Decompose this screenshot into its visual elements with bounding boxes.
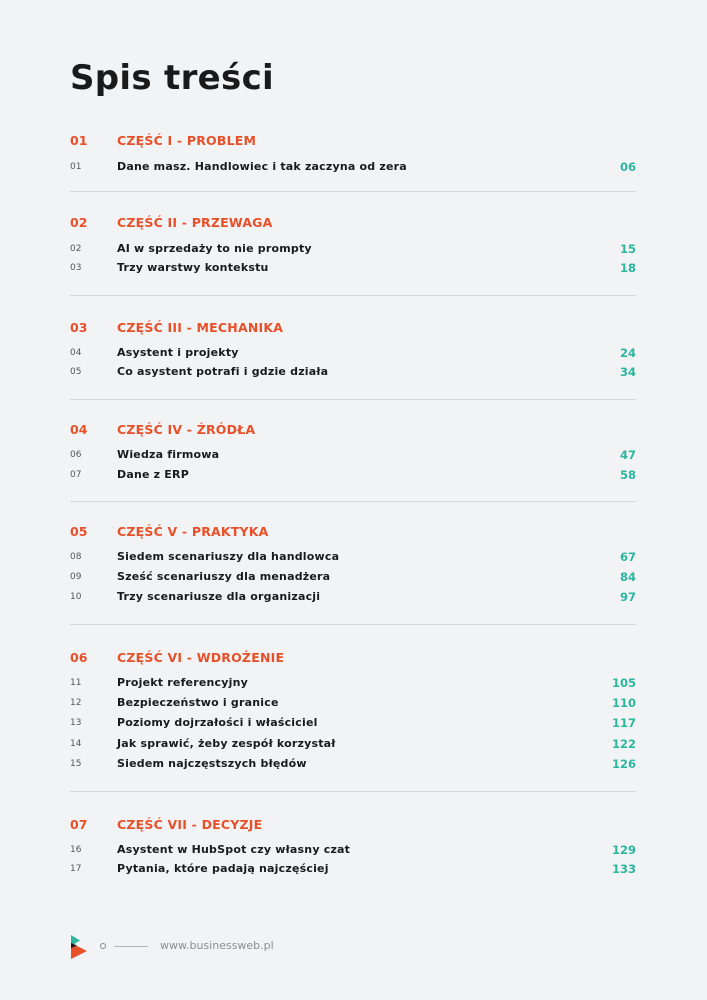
- toc-entry[interactable]: [70, 862, 636, 878]
- section-number: 07: [70, 817, 88, 832]
- chapter-number: 03: [70, 263, 82, 273]
- toc-section: [70, 650, 636, 771]
- page-number: 129: [611, 843, 636, 857]
- chapter-number: 07: [70, 470, 82, 480]
- toc-entry[interactable]: [70, 676, 636, 692]
- section-divider: [70, 295, 636, 296]
- page-number: 58: [619, 468, 636, 482]
- section-number: 03: [70, 320, 88, 335]
- toc-section: [70, 524, 636, 604]
- chapter-number: 13: [70, 718, 82, 728]
- chapter-number: 17: [70, 864, 82, 874]
- toc-entry[interactable]: [70, 448, 636, 464]
- toc-entry[interactable]: [70, 468, 636, 484]
- toc-section: [70, 215, 636, 275]
- chapter-title: Asystent i projekty: [117, 346, 239, 359]
- page-number: 84: [619, 570, 636, 584]
- toc-entry[interactable]: [70, 550, 636, 566]
- footer-website-link[interactable]: www.businessweb.pl: [160, 939, 274, 952]
- toc-entry[interactable]: [70, 570, 636, 586]
- page-number: 15: [619, 242, 636, 256]
- chapter-title: Sześć scenariuszy dla menadżera: [117, 570, 331, 583]
- section-header[interactable]: [70, 215, 636, 235]
- section-title: CZĘŚĆ III - MECHANIKA: [117, 320, 284, 335]
- chapter-number: 09: [70, 572, 82, 582]
- page-number: 117: [611, 716, 636, 730]
- toc-section: [70, 817, 636, 876]
- section-header[interactable]: [70, 320, 636, 340]
- chapter-number: 08: [70, 552, 82, 562]
- toc-entry[interactable]: [70, 696, 636, 712]
- section-divider: [70, 191, 636, 192]
- page-number: 133: [611, 862, 636, 876]
- chapter-number: 14: [70, 739, 82, 749]
- section-divider: [70, 501, 636, 502]
- chapter-number: 12: [70, 698, 82, 708]
- chapter-title: Wiedza firmowa: [117, 448, 220, 461]
- section-number: 04: [70, 422, 88, 437]
- chapter-title: Trzy scenariusze dla organizacji: [117, 590, 321, 603]
- footer-line: [114, 946, 148, 947]
- chapter-number: 16: [70, 845, 82, 855]
- chapter-number: 01: [70, 162, 82, 172]
- toc-entry[interactable]: [70, 843, 636, 859]
- page-number: 67: [619, 550, 636, 564]
- section-title: CZĘŚĆ I - PROBLEM: [117, 133, 257, 148]
- toc-entry[interactable]: [70, 590, 636, 606]
- section-title: CZĘŚĆ VI - WDROŻENIE: [117, 650, 285, 665]
- chapter-number: 11: [70, 678, 82, 688]
- page-number: 105: [611, 676, 636, 690]
- chapter-title: Projekt referencyjny: [117, 676, 248, 689]
- chapter-title: Bezpieczeństwo i granice: [117, 696, 279, 709]
- section-header[interactable]: [70, 650, 636, 670]
- section-title: CZĘŚĆ II - PRZEWAGA: [117, 215, 273, 230]
- toc-entry[interactable]: [70, 160, 636, 176]
- page-number: 24: [619, 346, 636, 360]
- toc-entry[interactable]: [70, 737, 636, 753]
- chapter-title: Siedem scenariuszy dla handlowca: [117, 550, 340, 563]
- section-header[interactable]: [70, 817, 636, 837]
- page-number: 18: [619, 261, 636, 275]
- section-header[interactable]: [70, 524, 636, 544]
- chapter-number: 04: [70, 348, 82, 358]
- chapter-title: Dane z ERP: [117, 468, 189, 481]
- section-divider: [70, 791, 636, 792]
- chapter-number: 02: [70, 244, 82, 254]
- toc-entry[interactable]: [70, 365, 636, 381]
- chapter-number: 06: [70, 450, 82, 460]
- page-number: 126: [611, 757, 636, 771]
- toc-entry[interactable]: [70, 716, 636, 732]
- section-header[interactable]: [70, 133, 636, 153]
- chapter-number: 15: [70, 759, 82, 769]
- section-number: 06: [70, 650, 88, 665]
- chapter-title: Asystent w HubSpot czy własny czat: [117, 843, 351, 856]
- chapter-title: Pytania, które padają najczęściej: [117, 862, 329, 875]
- section-title: CZĘŚĆ V - PRAKTYKA: [117, 524, 269, 539]
- page-number: 122: [611, 737, 636, 751]
- chapter-title: Jak sprawić, żeby zespół korzystał: [117, 737, 336, 750]
- page-number: 34: [619, 365, 636, 379]
- chapter-number: 10: [70, 592, 82, 602]
- section-number: 01: [70, 133, 88, 148]
- toc-section: [70, 320, 636, 379]
- section-title: CZĘŚĆ VII - DECYZJE: [117, 817, 263, 832]
- toc-section: [70, 422, 636, 482]
- section-title: CZĘŚĆ IV - ŹRÓDŁA: [117, 422, 256, 437]
- section-number: 05: [70, 524, 88, 539]
- section-divider: [70, 399, 636, 400]
- toc-section: [70, 133, 636, 174]
- page-number: 97: [619, 590, 636, 604]
- chapter-title: AI w sprzedaży to nie prompty: [117, 242, 312, 255]
- section-divider: [70, 624, 636, 625]
- brand-logo-icon: [70, 934, 88, 960]
- chapter-title: Poziomy dojrzałości i właściciel: [117, 716, 318, 729]
- chapter-title: Trzy warstwy kontekstu: [117, 261, 269, 274]
- toc-entry[interactable]: [70, 346, 636, 362]
- toc-entry[interactable]: [70, 757, 636, 773]
- chapter-title: Dane masz. Handlowiec i tak zaczyna od zera: [117, 160, 407, 173]
- toc-entry[interactable]: [70, 242, 636, 258]
- chapter-title: Co asystent potrafi i gdzie działa: [117, 365, 329, 378]
- toc-entry[interactable]: [70, 261, 636, 277]
- section-number: 02: [70, 215, 88, 230]
- page-title: Spis treści: [70, 58, 274, 98]
- page-number: 06: [619, 160, 636, 174]
- page-number: 110: [611, 696, 636, 710]
- page-number: 47: [619, 448, 636, 462]
- chapter-number: 05: [70, 367, 82, 377]
- chapter-title: Siedem najczęstszych błędów: [117, 757, 307, 770]
- footer-dot: [100, 943, 106, 949]
- section-header[interactable]: [70, 422, 636, 442]
